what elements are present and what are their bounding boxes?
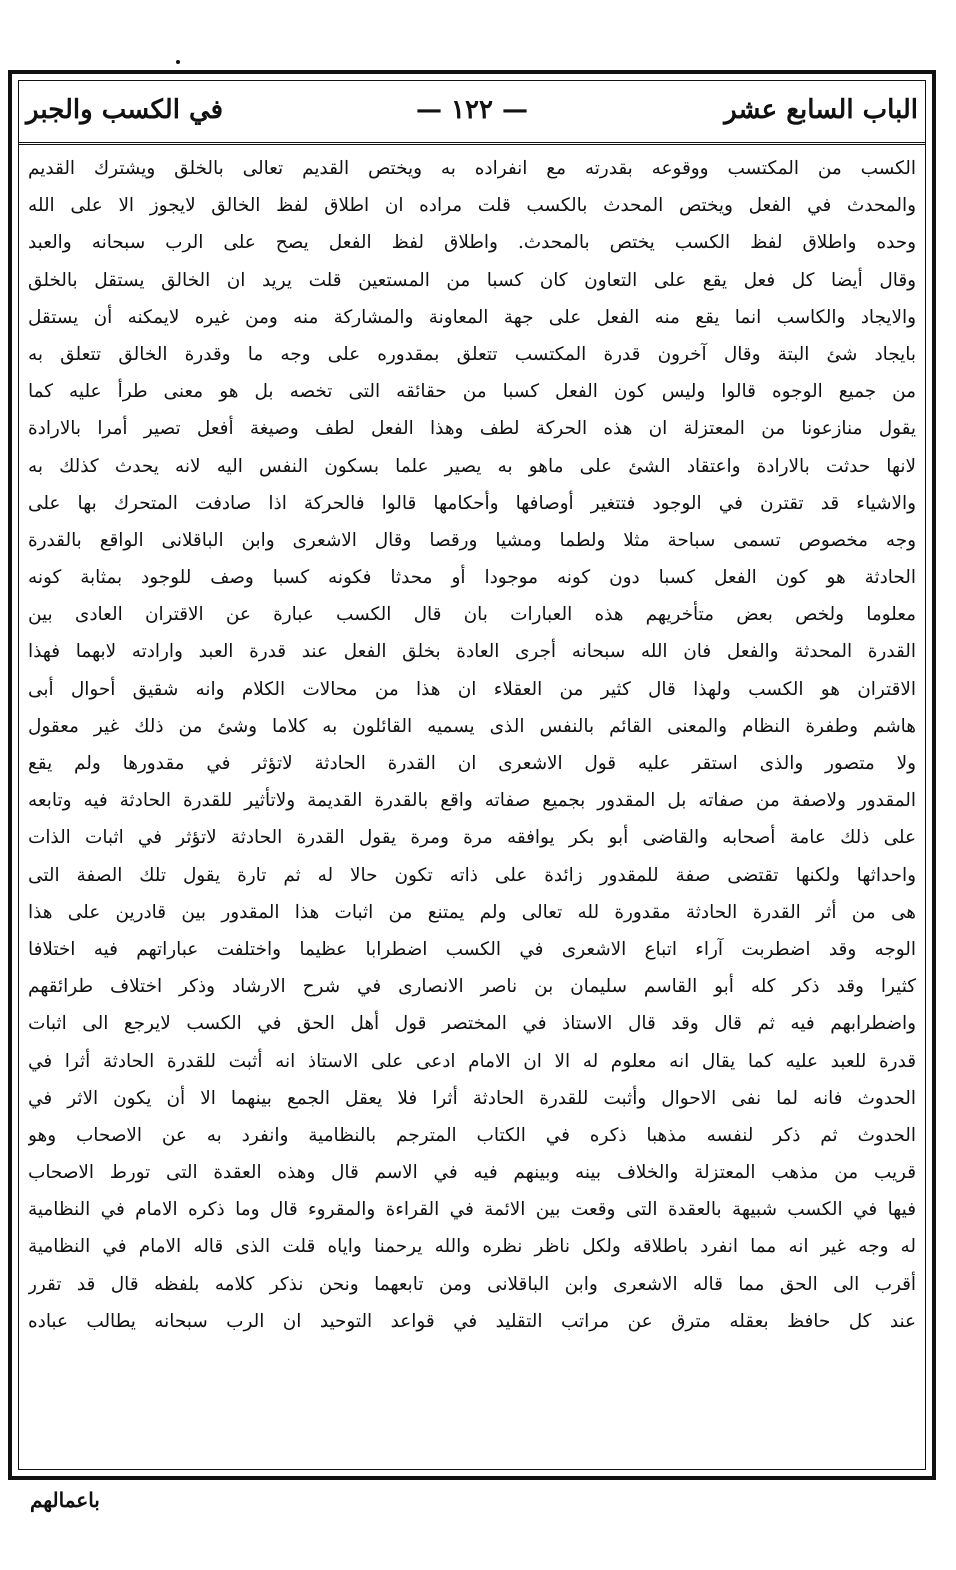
- text-line: له وجه غير انه مما انفرد باطلاقه ولكل ناظر نظره والله يرحمنا واياه قلت الذى قاله الامام في النظامية: [28, 1236, 916, 1258]
- text-line: وقال أيضا كل فعل يقع على التعاون كان كسبا من المستعين قلت يريد ان الخالق يستقل بالخلق: [28, 269, 916, 291]
- text-line: قريب من مذهب المعتزلة والخلاف بينه وبينهم فيه في الاسم قال وهذه العقدة التى تورط الاصحاب: [28, 1162, 916, 1184]
- text-line: أقرب الى الحق مما قاله الاشعرى وابن الباقلانى ومن تابعهما ونحن نذكر كلامه بلفظه قال قد تقرر: [28, 1273, 916, 1295]
- chapter-title: الباب السابع عشر: [724, 95, 918, 125]
- text-line: الحدوث فانه لما نفى الاحوال وأثبت للقدرة الحادثة أثرا فلا يعقل الجمع بينهما الا أن يكون الاثر في: [28, 1087, 916, 1109]
- text-line: الكسب من المكتسب ووقوعه بقدرته مع انفراده به ويختص القديم تعالى بالخلق ويشترك القديم: [28, 158, 916, 179]
- text-line: القدرة المحدثة والفعل فان الله سبحانه أجرى العادة بخلق الفعل عند قدرة العبد وارادته لابهما فهذا: [28, 641, 916, 663]
- text-line: واضطرابهم فيه ثم قال وقد قال الاستاذ في المختصر قول أهل الحق في الكسب لايرجع الى اثبات: [28, 1013, 916, 1035]
- page-frame: [8, 70, 936, 1480]
- text-line: الوجه وقد اضطربت آراء اتباع الاشعرى في الكسب اضطرابا عظيما واختلفت عباراتهم فيه اختلافا: [28, 938, 916, 960]
- running-header: [26, 82, 918, 138]
- text-line: من جميع الوجوه قالوا وليس كون الفعل كسبا من حقائقه التى تخصه بل هو معنى طرأ عليه كما: [28, 381, 916, 403]
- text-line: عند كل حافظ بعقله مترق عن مراتب التقليد في قواعد التوحيد ان الرب سبحانه يطالب عباده: [28, 1310, 916, 1332]
- page-mark-dot: [176, 60, 180, 64]
- text-line: الحادثة هو كون الفعل كسبا دون كونه موجودا أو محدثا فكونه كسبا وصف للوجود بمثابة كونه: [28, 567, 916, 589]
- text-line: وجه مخصوص تسمى سباحة مثلا ولطما ومشيا ورقصا وقال الاشعرى وابن الباقلانى الواقع بالقدرة: [28, 529, 916, 551]
- catchword: باعمالهم: [30, 1488, 100, 1512]
- text-line: بايجاد شئ البتة وقال آخرون قدرة المكتسب تتعلق بمقدوره على وجه ما وقدرة الخالق تتعلق به: [28, 343, 916, 365]
- text-line: ولا متصور والذى استقر عليه قول الاشعرى ان القدرة الحادثة لاتؤثر في مقدورها ولم يقع: [28, 753, 916, 774]
- text-line: لانها حدثت بالارادة واعتقاد الشئ على ماهو به يصير علما بسكون النفس اليه لانه يحدث كذلك به: [28, 455, 916, 477]
- text-line: المقدور ولاصفة من صفاته بل المقدور بجميع صفاته واقع بالقدرة القديمة ولاتأثير للقدرة الحادثة فيه وتابعه: [28, 790, 916, 812]
- text-line: والمحدث في الفعل ويختص المحدث بالكسب قلت مراده ان اطلاق لفظ الخالق لايجوز الا على الله: [28, 195, 916, 217]
- header-rule: [18, 142, 926, 147]
- text-line: على ذلك عامة أصحابه والقاضى أبو بكر يوافقه مرة ومرة يقول القدرة الحادثة لاتؤثر في اثبات الذات: [28, 827, 916, 849]
- text-line: الحدوث ثم ذكر لنفسه مذهبا ذكره في الكتاب المترجم بالنظامية وانفرد به عن الاصحاب وهو: [28, 1124, 916, 1146]
- text-line: قدرة للعبد عليه كما يقال انه معلوم له الا ان الامام ادعى على الاستاذ انه أثبت للقدرة الحادثة أثرا في: [28, 1050, 916, 1072]
- page-number: — ١٢٢ —: [415, 95, 529, 125]
- text-line: فيها في الكسب شبيهة بالعقدة التى وقعت بين الائمة في القراءة والمقروء قال وما ذكره الامام في النظامية: [28, 1199, 916, 1221]
- text-line: هاشم وطفرة النظام والمعنى القائم بالنفس الذى يسميه القائلون به كلاما وشئ من ذلك غير معقول: [28, 715, 916, 737]
- text-line: والايجاد والكاسب انما يقع منه الفعل على جهة المعاونة والمشاركة منه ومن غيره لايمكنه أن يستقل: [28, 306, 916, 328]
- text-line: معلوما ولخص بعض متأخريهم هذه العبارات بان قال الكسب عبارة عن الاقتران العادى بين: [28, 604, 916, 626]
- text-line: والاشياء قد تقترن في الوجود فتتغير أوصافها وأحكامها قالوا فالحركة اذا صادفت المتحرك بها على: [28, 492, 916, 514]
- text-line: وحده واطلاق لفظ الكسب يختص بالمحدث. واطلاق لفظ الفعل يصح على الرب سبحانه والعبد: [28, 232, 916, 254]
- text-line: هى من أثر القدرة الحادثة مقدورة لله تعالى ولم يمتنع من اثبات هذا المقدور بين قادرين على هذا: [28, 901, 916, 923]
- text-line: واحداثها ولكنها تقتضى صفة للمقدور زائدة على ذاته تكون حالا له ثم تارة يقول تلك الصفة التى: [28, 864, 916, 886]
- body-text: [28, 150, 916, 1340]
- text-line: يقول منازعونا من المعتزلة ان هذه الحركة لطف وهذا الفعل لطف وصيغة أفعل تصير أمرا بالارادة: [28, 418, 916, 440]
- text-line: الاقتران هو الكسب ولهذا قال كثير من العقلاء ان هذا من محالات الكلام وانه شقيق أحوال أبى: [28, 678, 916, 700]
- topic-title: في الكسب والجبر: [26, 95, 224, 125]
- text-line: كثيرا وقد ذكر كله أبو القاسم سليمان بن ناصر الانصارى في شرح الارشاد وذكر اختلاف طرائقهم: [28, 976, 916, 998]
